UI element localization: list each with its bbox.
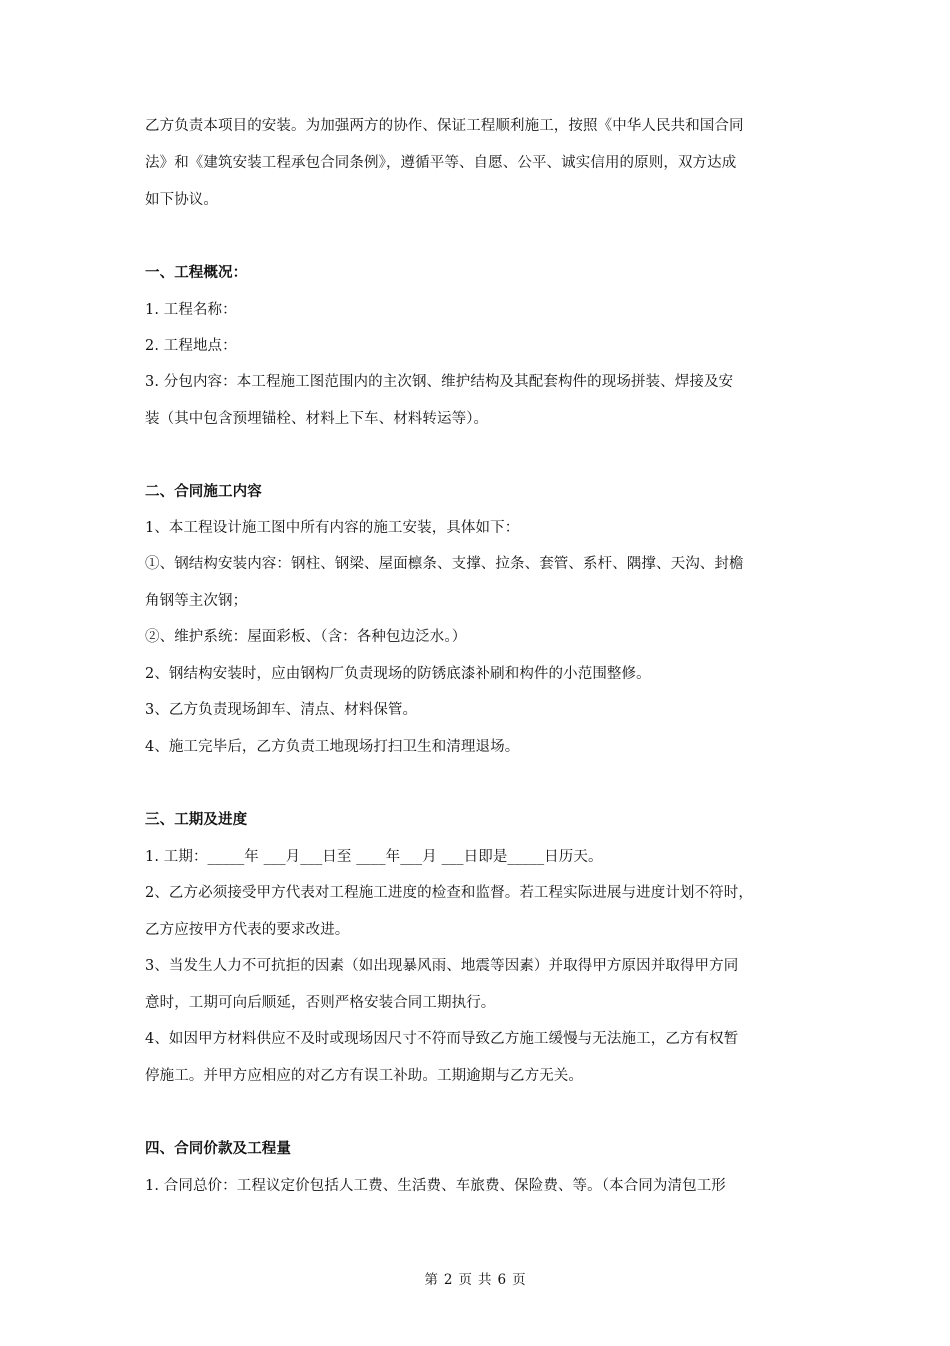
section-2-line-2: ①、钢结构安装内容：钢柱、钢梁、屋面檩条、支撑、拉条、套管、系杆、隅撑、天沟、封檐 [145, 556, 744, 572]
section-2-heading: 二、合同施工内容 [145, 484, 262, 500]
intro-line-3: 如下协议。 [145, 192, 218, 208]
section-1-line-3: 3. 分包内容：本工程施工图范围内的主次钢、维护结构及其配套构件的现场拼装、焊接及安 [145, 374, 734, 390]
intro-line-2: 法》和《建筑安装工程承包合同条例》，遵循平等、自愿、公平、诚实信用的原则，双方达成 [145, 155, 737, 171]
section-3-line-3: 乙方应按甲方代表的要求改进。 [145, 922, 350, 938]
section-1-line-4: 装（其中包含预埋锚栓、材料上下车、材料转运等）。 [145, 411, 489, 427]
section-4-heading: 四、合同价款及工程量 [145, 1141, 291, 1157]
footer-total-word: 共 [478, 1272, 492, 1288]
page-footer [0, 1270, 950, 1290]
section-3-line-1: 1. 工期：_____年 ___月___日至 ____年___月 ___日即是_____日历天。 [145, 849, 603, 865]
footer-current-page: 2 [443, 1272, 453, 1288]
section-3-heading: 三、工期及进度 [145, 812, 248, 828]
section-2-line-4: ②、维护系统：屋面彩板、（含：各种包边泛水。） [145, 629, 467, 645]
footer-prefix: 第 [424, 1272, 438, 1288]
section-1-heading: 一、工程概况： [145, 265, 248, 281]
section-3-line-6: 4、如因甲方材料供应不及时或现场因尺寸不符而导致乙方施工缓慢与无法施工，乙方有权暂 [145, 1031, 739, 1047]
section-3-line-2: 2、乙方必须接受甲方代表对工程施工进度的检查和监督。若工程实际进展与进度计划不符时， [145, 885, 753, 901]
footer-suffix: 页 [512, 1272, 526, 1288]
section-3-line-4: 3、当发生人力不可抗拒的因素（如出现暴风雨、地震等因素）并取得甲方原因并取得甲方同 [145, 958, 739, 974]
section-1-line-1: 1. 工程名称： [145, 302, 237, 318]
section-2-line-6: 3、乙方负责现场卸车、清点、材料保管。 [145, 702, 418, 718]
footer-total-pages: 6 [497, 1272, 507, 1288]
footer-page-word: 页 [458, 1272, 472, 1288]
section-2-line-1: 1、本工程设计施工图中所有内容的施工安装，具体如下： [145, 520, 520, 536]
section-3-line-7: 停施工。并甲方应相应的对乙方有误工补助。工期逾期与乙方无关。 [145, 1068, 583, 1084]
section-4-line-1: 1. 合同总价：工程议定价包括人工费、生活费、车旅费、保险费、等。（本合同为清包工形 [145, 1178, 726, 1194]
section-3-line-5: 意时，工期可向后顺延，否则严格安装合同工期执行。 [145, 995, 496, 1011]
section-2-line-3: 角钢等主次钢； [145, 593, 248, 609]
section-2-line-7: 4、施工完毕后，乙方负责工地现场打扫卫生和清理退场。 [145, 739, 520, 755]
section-2-line-5: 2、钢结构安装时，应由钢构厂负责现场的防锈底漆补刷和构件的小范围整修。 [145, 666, 651, 682]
section-1-line-2: 2. 工程地点： [145, 338, 237, 354]
intro-line-1: 乙方负责本项目的安装。为加强两方的协作、保证工程顺利施工，按照《中华人民共和国合同 [145, 118, 744, 134]
